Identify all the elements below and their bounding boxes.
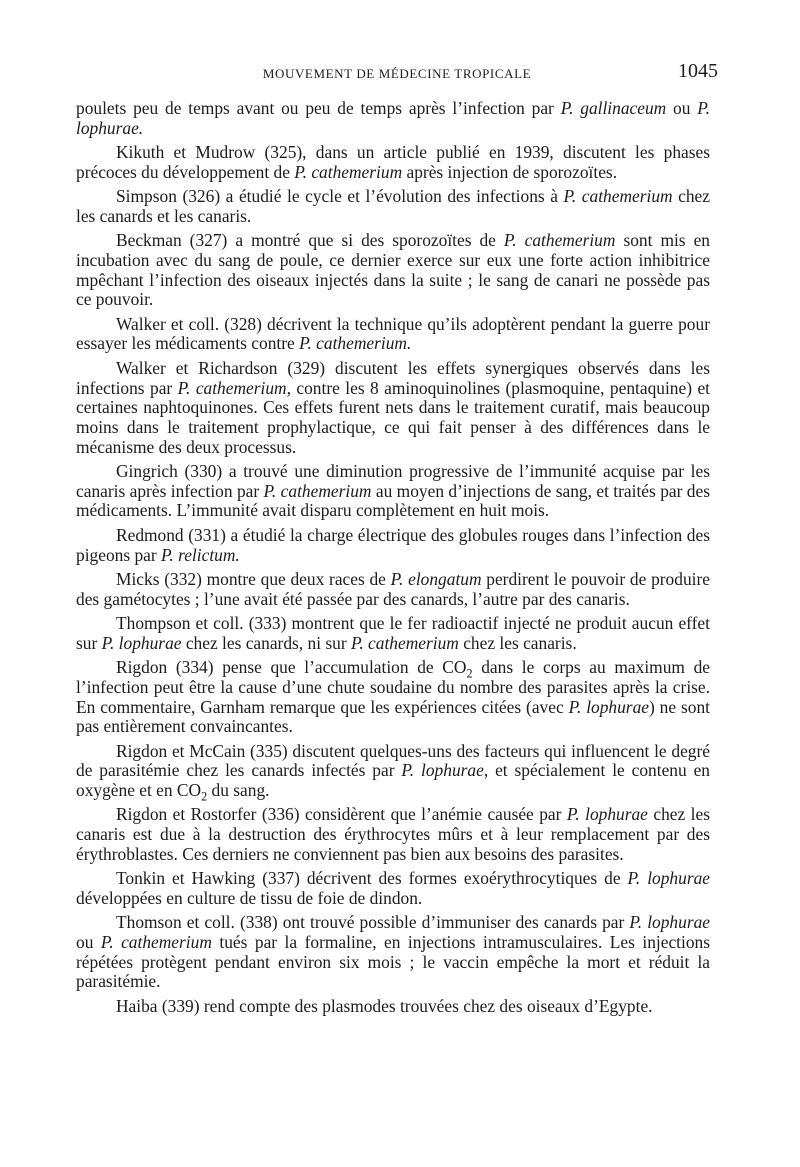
text-run: ) ne sont pas entièrement convaincantes. — [76, 696, 710, 737]
italic-run: P. cathemerium — [350, 632, 459, 653]
text-run: sont mis en incubation avec du sang de poule, ce dernier exerce sur eux une forte action inhibitrice mpêchant l’infection des oiseaux injectés dans la suite ; le sang de canari ne possède pas ce pouvoir. — [76, 230, 710, 310]
paragraph — [76, 526, 710, 565]
italic-run: P. cathemerium — [100, 932, 212, 953]
text-run: contre les 8 aminoquinolines (plasmoquine, pentaquine) et certaines naphtoquinones. Ces effets furent nets dans le traitement curatif, mais beaucoup moins dans le traitement prophylactique, ce qui fait penser à des différences dans le mécanisme des deux processus. — [76, 377, 710, 457]
italic-run: P. cathemerium, — [177, 377, 291, 398]
text-run: ou — [666, 98, 698, 118]
subscript-run: 2 — [201, 789, 208, 804]
italic-run: P. cathemerium — [563, 186, 673, 207]
text-run: chez les canards et les canaris. — [76, 186, 710, 226]
paragraph — [76, 740, 711, 804]
subscript-run: 2 — [466, 666, 473, 681]
italic-run: P. lophurae — [566, 804, 648, 825]
paragraph — [76, 805, 710, 864]
text-run: Rigdon et Rostorfer (336) considèrent que l’anémie causée par — [116, 804, 567, 825]
page-header — [76, 60, 718, 90]
paragraph — [76, 614, 710, 653]
text-run: Thomson et coll. (338) ont trouvé possible d’immuniser des canards par — [116, 912, 630, 933]
text-run: développées en culture de tissu de foie de dindon. — [76, 887, 423, 908]
text-run: Gingrich (330) a trouvé une diminution progressive de l’immunité acquise par les canaris après infection par — [76, 461, 710, 501]
text-run: et spécialement le contenu en oxygène et en CO — [76, 760, 711, 801]
text-run: Rigdon et McCain (335) discutent quelques-uns des facteurs qui influencent le degré de parasitémie chez les canards infectés par — [76, 740, 710, 781]
italic-run: P. lophurae — [627, 868, 710, 889]
text-run: Walker et coll. (328) décrivent la technique qu’ils adoptèrent pendant la guerre pour essayer les médicaments contre — [76, 313, 710, 354]
paragraph — [76, 187, 710, 226]
body-text — [76, 99, 710, 1017]
paragraph — [76, 913, 710, 992]
text-run: Beckman (327) a montré que si des sporozoïtes de — [116, 230, 504, 251]
text-run: du sang. — [207, 780, 270, 801]
paragraph — [76, 359, 710, 458]
paragraph — [76, 997, 710, 1017]
text-run: tués par la formaline, en injections intramusculaires. Les injections répétées protègent pendant environ six mois ; le vaccin empêche la mort et réduit la parasitémie. — [76, 932, 710, 992]
italic-run: P. lophurae, — [401, 760, 489, 781]
paragraph — [76, 462, 710, 521]
italic-run: P. lophurae — [629, 912, 711, 933]
paragraph — [76, 869, 710, 908]
paragraph — [76, 658, 710, 737]
italic-run: P. cathemerium — [263, 480, 372, 501]
italic-run: P. gallinaceum — [560, 98, 667, 118]
text-run: Redmond (331) a étudié la charge électrique des globules rouges dans l’infection des pigeons par — [76, 524, 710, 565]
italic-run: P. lophurae — [101, 632, 182, 653]
italic-run: P. lophurae — [568, 696, 649, 717]
text-run: Walker et Richardson (329) discutent les effets synergiques observés dans les infections par — [76, 357, 710, 398]
text-run: chez les canards, ni sur — [181, 632, 351, 653]
text-run: chez les canaris est due à la destruction des érythrocytes mûrs et à leur remplacement par des érythroblastes. Ces derniers ne conviennent pas bien aux besoins des parasites. — [76, 804, 710, 864]
text-run: après injection de sporozoïtes. — [402, 161, 618, 182]
text-run: Tonkin et Hawking (337) décrivent des formes exoérythrocytiques de — [116, 868, 628, 889]
italic-run: P. cathemerium — [294, 161, 403, 182]
italic-run: P. elongatum — [390, 568, 482, 589]
italic-run: P. relictum. — [161, 544, 240, 565]
text-run: Micks (332) montre que deux races de — [116, 568, 391, 589]
paragraph — [76, 99, 710, 138]
text-run: Haiba (339) rend compte des plasmodes trouvées chez des oiseaux d’Egypte. — [116, 995, 653, 1016]
text-run: chez les canaris. — [458, 632, 577, 653]
paragraph — [76, 231, 710, 310]
paragraph — [76, 315, 710, 354]
running-title: MOUVEMENT DE MÉDECINE TROPICALE — [262, 66, 532, 81]
text-run: au moyen d’injections de sang, et traités par des médicaments. L’immunité avait disparu complètement en huit mois. — [76, 480, 710, 521]
text-run: ou — [76, 932, 101, 953]
text-run: dans le corps au maximum de l’infection peut être la cause d’une chute soudaine du nombre des parasites après la crise. En commentaire, Garnham remarque que les expériences citées (avec — [76, 657, 710, 717]
text-run: perdirent le pouvoir de produire des gamétocytes ; l’une avait été passée par des canards, l’autre par des canaris. — [76, 568, 710, 609]
text-run: Rigdon (334) pense que l’accumulation de CO — [116, 657, 467, 678]
paragraph — [76, 570, 710, 609]
italic-run: P. cathemerium. — [299, 333, 412, 354]
paragraph — [76, 143, 710, 182]
italic-run: P. lophurae. — [76, 98, 710, 138]
text-run: Simpson (326) a étudié le cycle et l’évolution des infections à — [116, 186, 564, 207]
text-run: poulets peu de temps avant ou peu de temps après l’infection par — [76, 98, 561, 118]
text-run: Kikuth et Mudrow (325), dans un article publié en 1939, discutent les phases précoces du développement de — [76, 142, 710, 182]
italic-run: P. cathemerium — [503, 230, 616, 251]
page-number: 1045 — [678, 60, 718, 82]
text-run: Thompson et coll. (333) montrent que le fer radioactif injecté ne produit aucun effet sur — [76, 613, 710, 653]
